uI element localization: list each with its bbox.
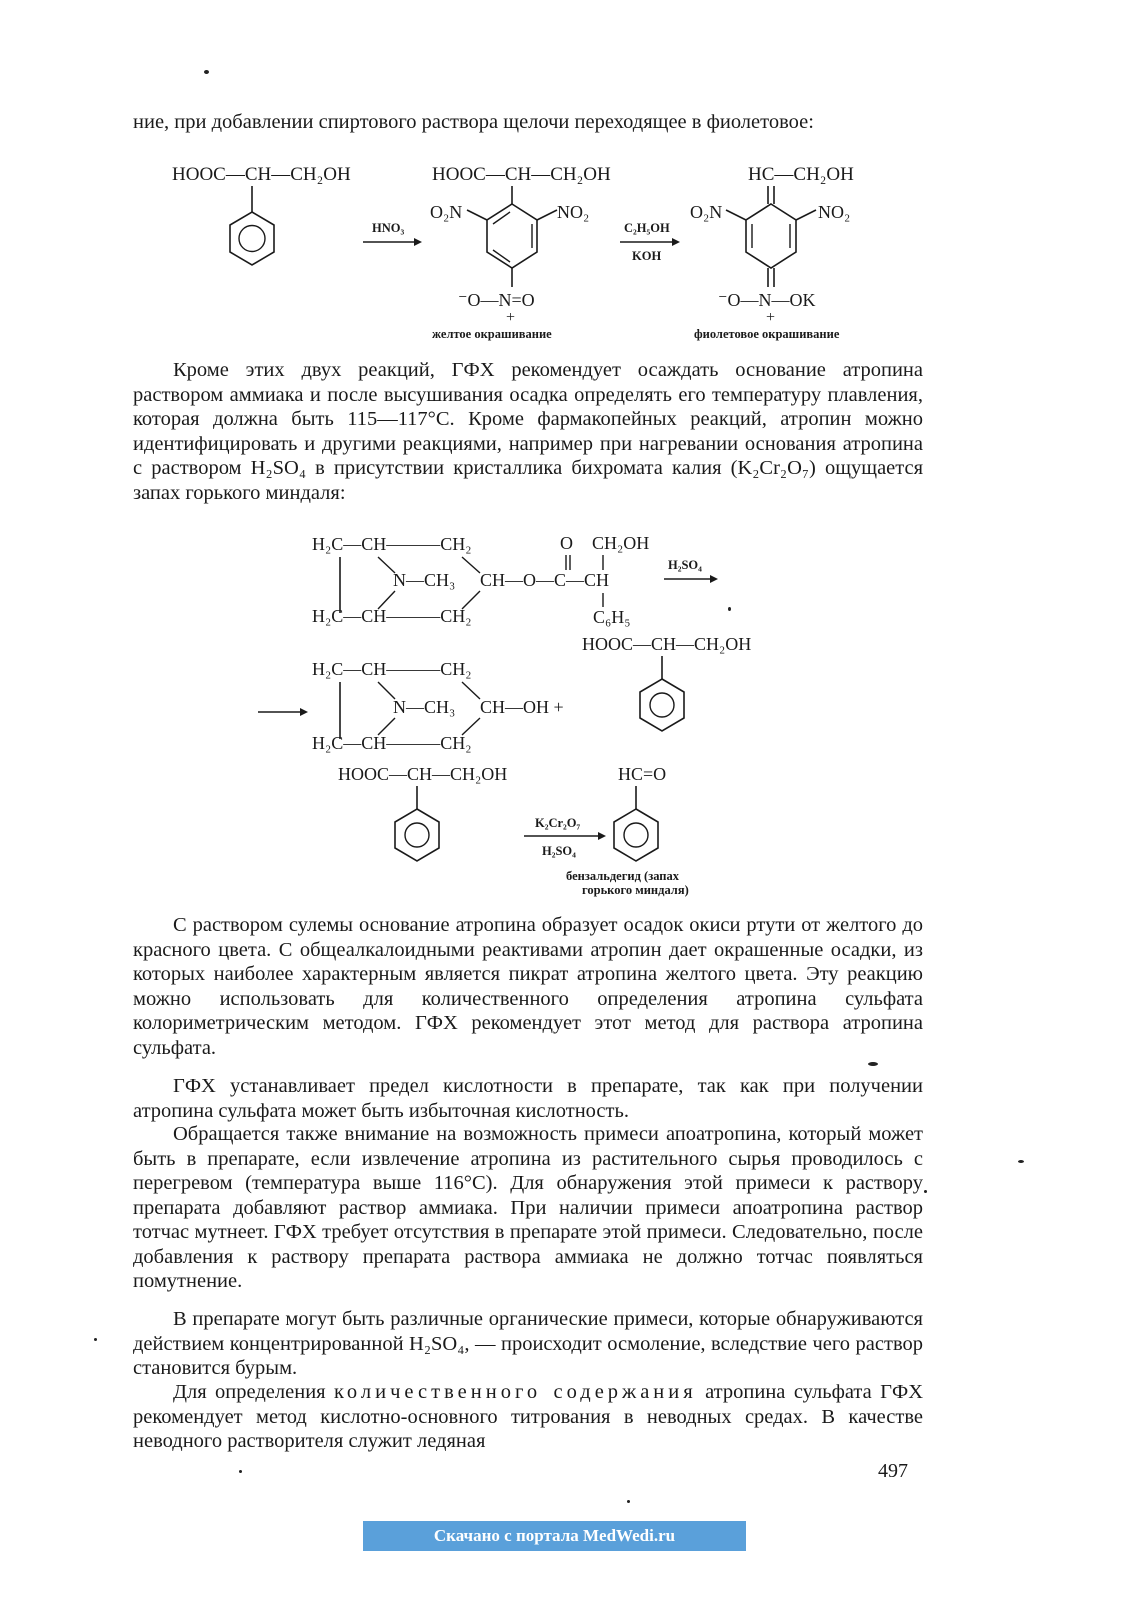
tropine-molecule xyxy=(258,659,564,753)
mol3-caption: фиолетовое окрашивание xyxy=(694,327,840,341)
atropine-oxidation-scheme xyxy=(0,525,1131,905)
quinoid-ring xyxy=(746,204,796,268)
r2-nch3: N—CH₃ xyxy=(393,697,456,717)
paragraph-3-text: С раствором сулемы основание атропина образует осадок окиси ртути от желтого до красного цвета. С общеалкалоидными реактивами атропин дает окрашенные осадки, из которых наиболее характерным является пикрат атропина желтого цвета. Эту реакцию можно использовать для количественного определения атропина сульфата колориметрическим методом. ГФХ рекомендует этот метод для раствора атропина сульфата. xyxy=(133,914,923,1059)
paragraph-5-text: Обращается также внимание на возможность примеси апоатропина, который может быть в препарате, если извлечение атропина из растительного сырья проводилось с перегревом (температура выше 116°С). Для обнаружения этой примеси к раствору препарата добавляют раствор аммиака. При наличии примеси апоатропина раствор тотчас мутнеет. ГФХ требует отсутствия в препарате этой примеси. Следовательно, после добавления к раствору препарата раствора аммиака не должно тотчас появляться помутнение. xyxy=(133,1123,923,1292)
paragraph-4-text: ГФХ устанавливает предел кислотности в препарате, так как при получении атропина сульфата может быть избыточная кислотность. xyxy=(133,1075,923,1122)
scan-speck xyxy=(728,607,731,611)
r1-bottom: H₂C—CH———CH₂ xyxy=(312,606,472,626)
reagent-ethanol: C₂H₅OH xyxy=(624,221,670,235)
ester-c6h5: C₆H₅ xyxy=(593,607,631,627)
mol2-plus: + xyxy=(506,309,516,326)
paragraph-7-spaced-term: количественного содержания xyxy=(334,1381,697,1403)
molecule-quinoid-violet xyxy=(690,164,854,341)
paragraph-2 xyxy=(133,358,923,505)
reagent-h2so4-2: H₂SO₄ xyxy=(542,844,576,858)
acid-formula: HOOC—CH—CH₂OH xyxy=(582,634,752,654)
scan-speck xyxy=(924,1190,927,1193)
reagent-hno3: HNO₃ xyxy=(372,221,405,235)
mol2-no2: NO₂ xyxy=(557,202,590,222)
mol2-formula: HOOC—CH—CH₂OH xyxy=(432,164,611,185)
paragraph-7-text-a: Для определения xyxy=(173,1381,335,1403)
mol3-no2: NO₂ xyxy=(818,202,851,222)
reagent-koh: KOH xyxy=(632,249,662,263)
paragraph-4 xyxy=(133,1074,923,1123)
paragraph-5 xyxy=(133,1122,923,1294)
mol3-plus: + xyxy=(766,309,776,326)
mol1-formula: HOOC—CH—CH₂OH xyxy=(172,164,351,185)
paragraph-1 xyxy=(133,110,923,135)
benzene-ring xyxy=(230,212,274,265)
ester-ch2oh: CH₂OH xyxy=(592,533,650,553)
paragraph-6-text: В препарате могут быть различные органические примеси, которые обнаруживаются действием концентрированной H₂SO₄, — происходит осмоление, вследствие чего раствор становится бурым. xyxy=(133,1308,923,1379)
watermark-banner: Скачано с портала MedWedi.ru xyxy=(363,1521,746,1551)
atropine-molecule xyxy=(312,533,649,627)
benzaldehyde-caption-2: горького миндаля) xyxy=(582,883,689,897)
mol2-caption: желтое окрашивание xyxy=(432,327,552,341)
benzaldehyde-molecule xyxy=(566,764,689,897)
r1-nch3: N—CH₃ xyxy=(393,570,456,590)
paragraph-3 xyxy=(133,913,923,1060)
reagent-k2cr2o7: K₂Cr₂O₇ xyxy=(535,816,581,830)
arrow-h2so4 xyxy=(664,558,718,583)
mol3-bottom: ⁻O—N—OK xyxy=(718,290,816,310)
benzaldehyde-caption-1: бензальдегид (запах xyxy=(566,869,680,883)
molecule-phenyl-hydracrylic-acid xyxy=(172,164,351,265)
mol3-formula: HC—CH₂OH xyxy=(748,164,854,185)
scan-speck xyxy=(204,70,209,74)
aldehyde-formula: HC=O xyxy=(618,764,667,784)
paragraph-1-text: ние, при добавлении спиртового раствора щелочи переходящее в фиолетовое: xyxy=(133,111,814,133)
molecule-trinitro-yellow xyxy=(430,164,611,341)
r2-choh: CH—OH + xyxy=(480,697,564,717)
acid2-formula: HOOC—CH—CH₂OH xyxy=(338,764,508,784)
arrow-dichromate xyxy=(524,816,606,858)
r1-top: H₂C—CH———CH₂ xyxy=(312,534,472,554)
scan-speck xyxy=(239,1470,242,1473)
scan-speck xyxy=(1018,1160,1024,1163)
benzene-ring xyxy=(487,204,537,268)
scan-speck xyxy=(627,1500,630,1503)
r1-ch-o: CH—O—C—CH xyxy=(480,570,610,590)
mol3-o2n: O₂N xyxy=(690,202,723,222)
arrow-hno3 xyxy=(363,221,422,246)
mol2-o2n: O₂N xyxy=(430,202,463,222)
paragraph-7-text-b: атропина сульфата ГФХ рекомендует метод кислотно-основного титрования в неводных средах. В качестве неводного растворителя служит ледяная xyxy=(133,1381,924,1452)
benzene-ring xyxy=(395,809,439,861)
benzene-ring xyxy=(640,679,684,731)
paragraph-7 xyxy=(133,1380,923,1454)
paragraph-2-text: Кроме этих двух реакций, ГФХ рекомендует осаждать основание атропина раствором аммиака и после высушивания осадка определять его температуру плавления, которая должна быть 115—117°С. Кроме фармакопейных реакций, атропин можно идентифицировать и другими реакциями, например при нагревании основания атропина с раствором H₂SO₄ в присутствии кристаллика бихромата калия (K₂Cr₂O₇) ощущается запах горького миндаля: xyxy=(133,359,923,504)
benzene-ring xyxy=(614,809,658,861)
scan-speck xyxy=(94,1338,97,1341)
nitration-scheme xyxy=(0,160,1131,350)
scan-speck xyxy=(868,1062,878,1066)
r2-top: H₂C—CH———CH₂ xyxy=(312,659,472,679)
r2-bottom: H₂C—CH———CH₂ xyxy=(312,733,472,753)
paragraph-6 xyxy=(133,1307,923,1381)
tropic-acid-2 xyxy=(338,764,507,861)
tropic-acid-1 xyxy=(582,634,751,731)
reagent-h2so4: H₂SO₄ xyxy=(668,558,702,572)
arrow-ethanol-koh xyxy=(620,221,680,263)
ester-o: O xyxy=(560,533,573,553)
page-number: 497 xyxy=(878,1460,908,1482)
mol2-bottom: ⁻O—N=O xyxy=(458,290,535,310)
